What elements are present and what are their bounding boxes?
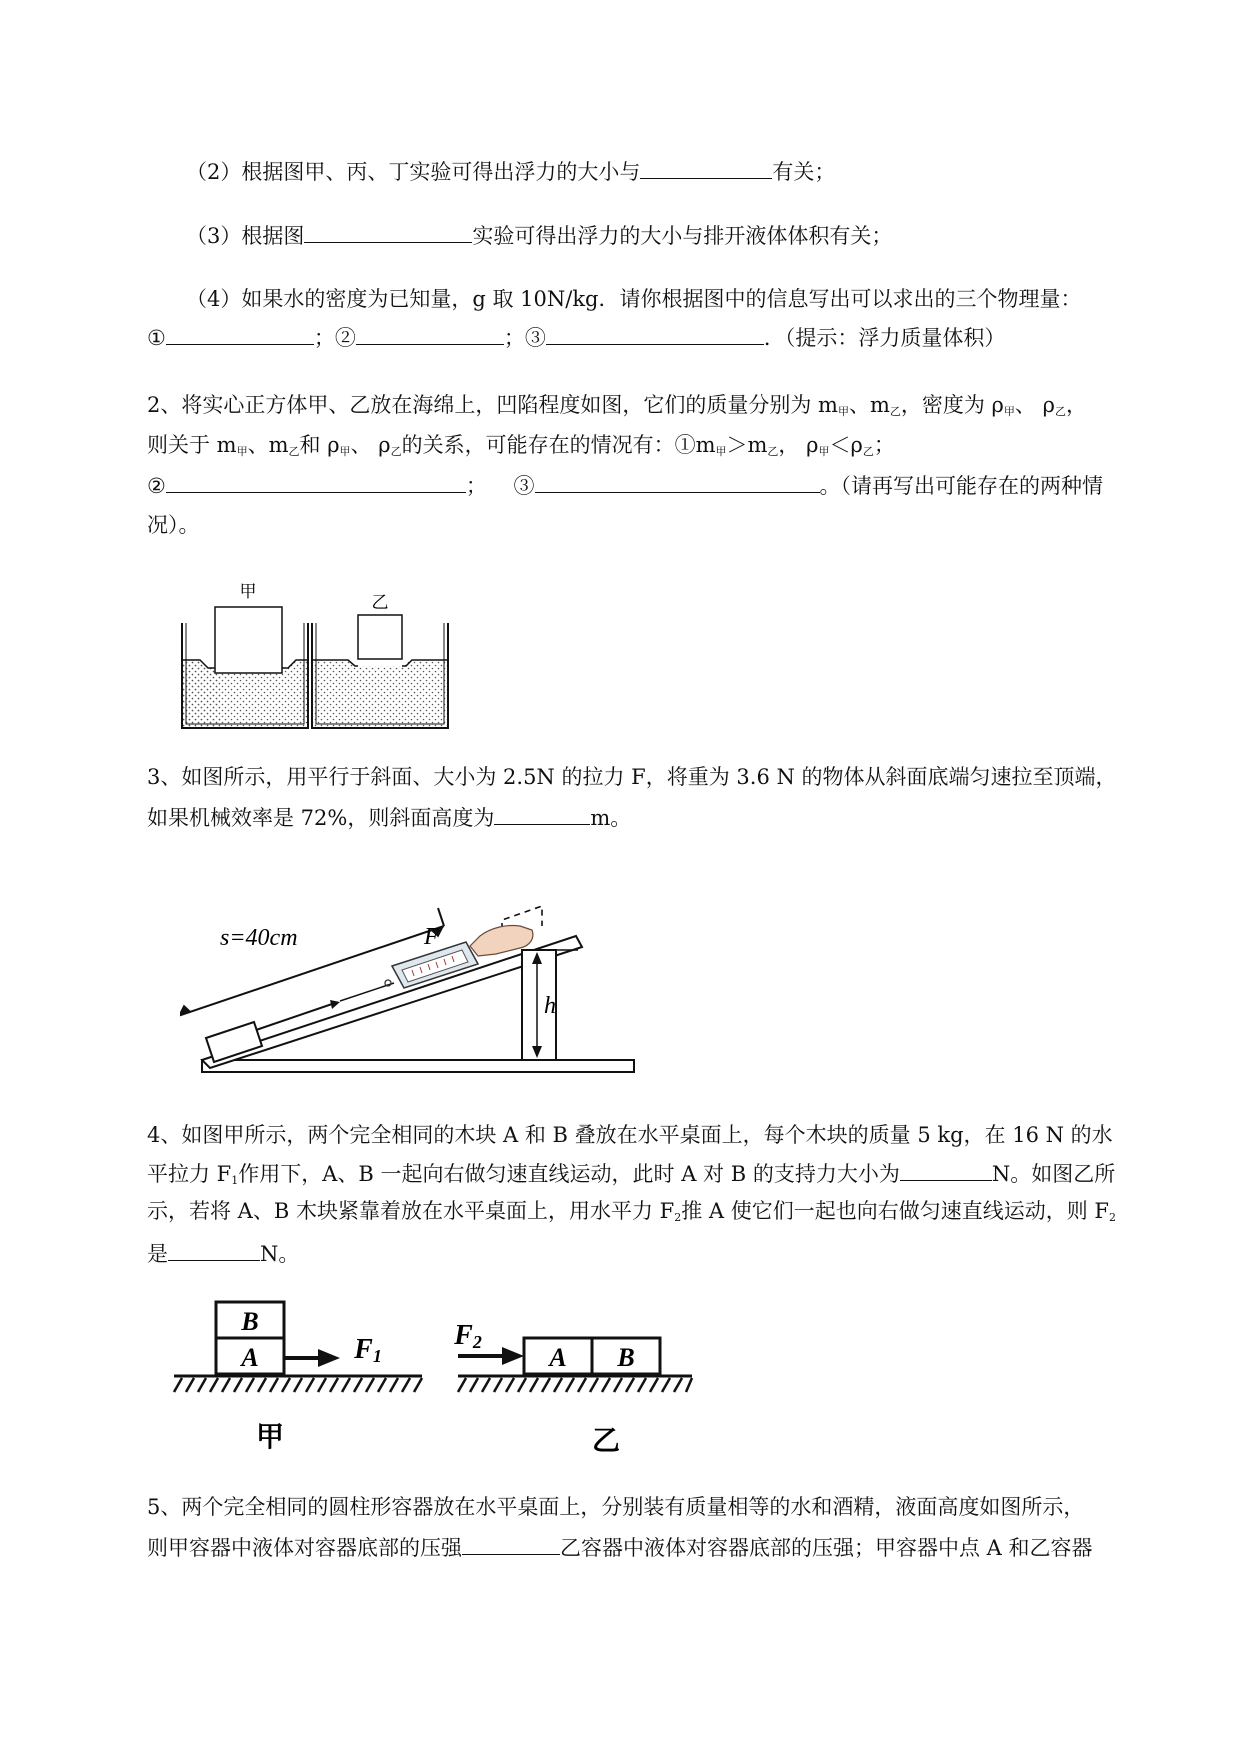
q4-line1: 4、如图甲所示，两个完全相同的木块 A 和 B 叠放在水平桌面上，每个木块的质量 5 kg，在 16 N 的水 — [147, 1123, 1113, 1147]
f-label: F — [424, 924, 439, 950]
q3-line2: 如果机械效率是 72%，则斜面高度为 m。 — [147, 802, 631, 833]
q4-line4: 是 N。 — [147, 1238, 299, 1269]
q2-line3: ② ； ③ 。（请再写出可能存在的两种情 — [147, 470, 1103, 501]
cube-jia — [215, 607, 282, 673]
q5-line2: 则甲容器中液体对容器底部的压强 乙容器中液体对容器底部的压强；甲容器中点 A 和乙容器 — [147, 1532, 1093, 1563]
answer-blank[interactable] — [166, 470, 466, 493]
blocks-figure — [172, 1300, 712, 1460]
q1-part3: （3）根据图 实验可得出浮力的大小与排开液体体积有关； — [186, 220, 892, 251]
answer-blank[interactable] — [356, 322, 504, 345]
q2-line2: 则关于 $m_甲$、$m_乙$和 $\rho_甲$、 $\rho_乙$的关系，可能存在的情况有：$①m_甲>m_乙$， $\rho_甲<\rho_乙$； — [147, 433, 895, 458]
q2-line1: 2、将实心正方体甲、乙放在海绵上，凹陷程度如图，它们的质量分别为 $m_甲$、$m_乙$，密度为 $\rho_甲$、 $\rho_乙$， — [147, 393, 1087, 418]
label-yi: 乙 — [371, 593, 389, 612]
q4-line3: 示，若将 A、B 木块紧靠着放在水平桌面上，用水平力 $F_2$推 A 使它们一起也向右做匀速直线运动，则 $F_2$ — [147, 1199, 1116, 1224]
q4-line2: 平拉力 $F_1$作用下，A、B 一起向右做匀速直线运动，此时 A 对 B 的支持力大小为 N。如图乙所 — [147, 1158, 1115, 1196]
q3-line1: 3、如图所示，用平行于斜面、大小为 2.5N 的拉力 F，将重为 3.6 N 的物体从斜面底端匀速拉至顶端， — [147, 765, 1117, 789]
caption-jia: 甲 — [255, 1422, 285, 1453]
answer-blank[interactable] — [166, 322, 314, 345]
h-label: h — [544, 993, 556, 1019]
incline-figure — [180, 870, 650, 1080]
answer-blank[interactable] — [546, 322, 764, 345]
answer-blank[interactable] — [494, 802, 590, 825]
sponge-right — [312, 660, 448, 728]
hatch-right — [458, 1378, 692, 1392]
base-board — [202, 1060, 634, 1072]
cube-yi — [358, 615, 402, 659]
svg-text:B: B — [617, 1343, 635, 1372]
q5-line1: 5、两个完全相同的圆柱形容器放在水平桌面上，分别装有质量相等的水和酒精，液面高度如图所示， — [147, 1495, 1085, 1519]
f1-label: F1 — [354, 1334, 382, 1366]
label-jia: 甲 — [239, 582, 257, 601]
answer-blank[interactable] — [462, 1532, 560, 1555]
q2-line4: 况）。 — [147, 513, 200, 537]
s-label: s=40cm — [220, 925, 298, 951]
answer-blank[interactable] — [900, 1158, 992, 1181]
f2-label: F2 — [454, 1320, 482, 1352]
q1-part2: （2）根据图甲、丙、丁实验可得出浮力的大小与 有关； — [186, 156, 835, 187]
answer-blank[interactable] — [640, 156, 772, 179]
answer-blank[interactable] — [535, 470, 820, 493]
q1-part4-line1: （4）如果水的密度为已知量，g 取 10N/kg．请你根据图中的信息写出可以求出的三个物理量： — [186, 287, 1082, 311]
answer-blank[interactable] — [168, 1238, 260, 1261]
caption-yi: 乙 — [591, 1426, 621, 1457]
object-block — [206, 1022, 262, 1062]
svg-text:A: A — [241, 1343, 259, 1372]
svg-text:A: A — [549, 1343, 567, 1372]
svg-text:B: B — [241, 1307, 259, 1336]
answer-blank[interactable] — [304, 220, 472, 243]
sponge-figure — [170, 568, 460, 738]
q1-part4-line2: ① ；② ；③ ．（提示：浮力质量体积） — [147, 322, 1005, 353]
hatch-left — [174, 1378, 422, 1392]
